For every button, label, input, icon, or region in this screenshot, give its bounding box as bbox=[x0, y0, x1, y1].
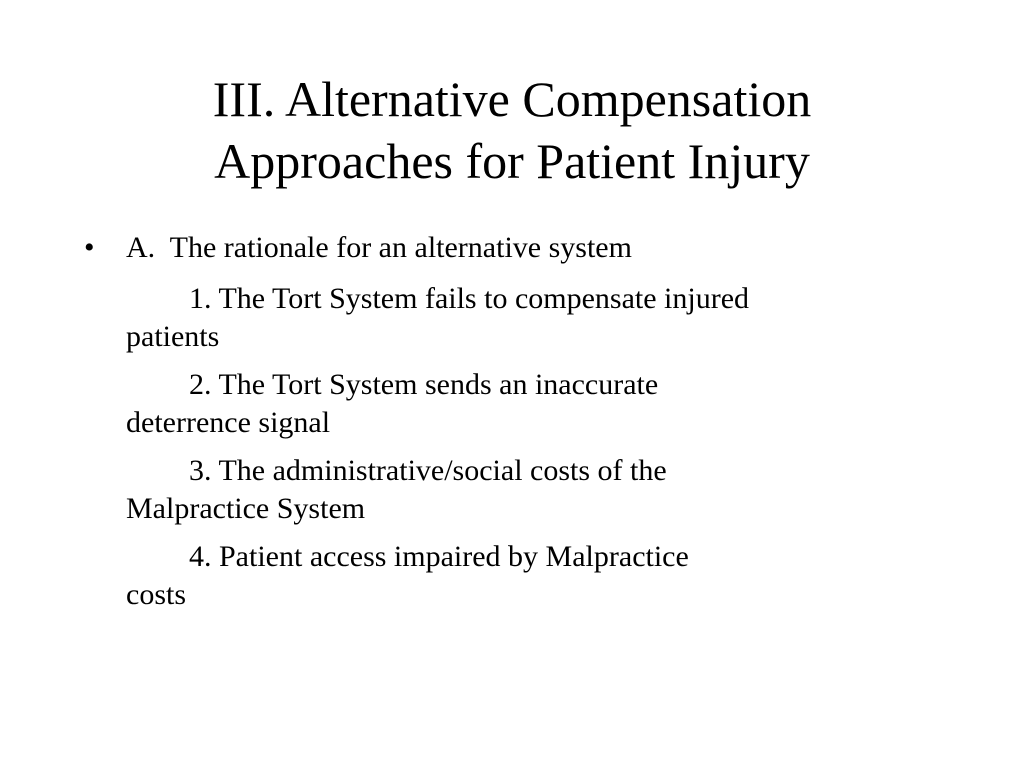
sub-item-2-line-1: 2. The Tort System sends an inaccurate bbox=[189, 368, 659, 401]
sub-item-2 bbox=[126, 366, 946, 442]
bullet-item-a bbox=[84, 226, 964, 270]
sub-item-4-line-1: 4. Patient access impaired by Malpractice bbox=[189, 540, 689, 573]
slide-title bbox=[60, 68, 964, 192]
sub-item-4-line-2: costs bbox=[126, 578, 186, 611]
sub-item-1 bbox=[126, 280, 946, 356]
bullet-list bbox=[84, 226, 964, 614]
slide-title-line-2: Approaches for Patient Injury bbox=[214, 133, 810, 189]
sub-item-3-line-2: Malpractice System bbox=[126, 492, 366, 525]
sub-item-2-line-2: deterrence signal bbox=[126, 406, 331, 439]
sub-item-1-line-2: patients bbox=[126, 320, 220, 353]
bullet-icon: • bbox=[84, 231, 95, 264]
slide-title-line-1: III. Alternative Compensation bbox=[212, 71, 812, 127]
sub-item-4 bbox=[126, 538, 946, 614]
sub-item-1-line-1: 1. The Tort System fails to compensate injured bbox=[189, 282, 750, 315]
sub-item-3 bbox=[126, 452, 946, 528]
sub-item-3-line-1: 3. The administrative/social costs of the bbox=[189, 454, 667, 487]
bullet-item-a-text: A. The rationale for an alternative system bbox=[126, 231, 632, 264]
